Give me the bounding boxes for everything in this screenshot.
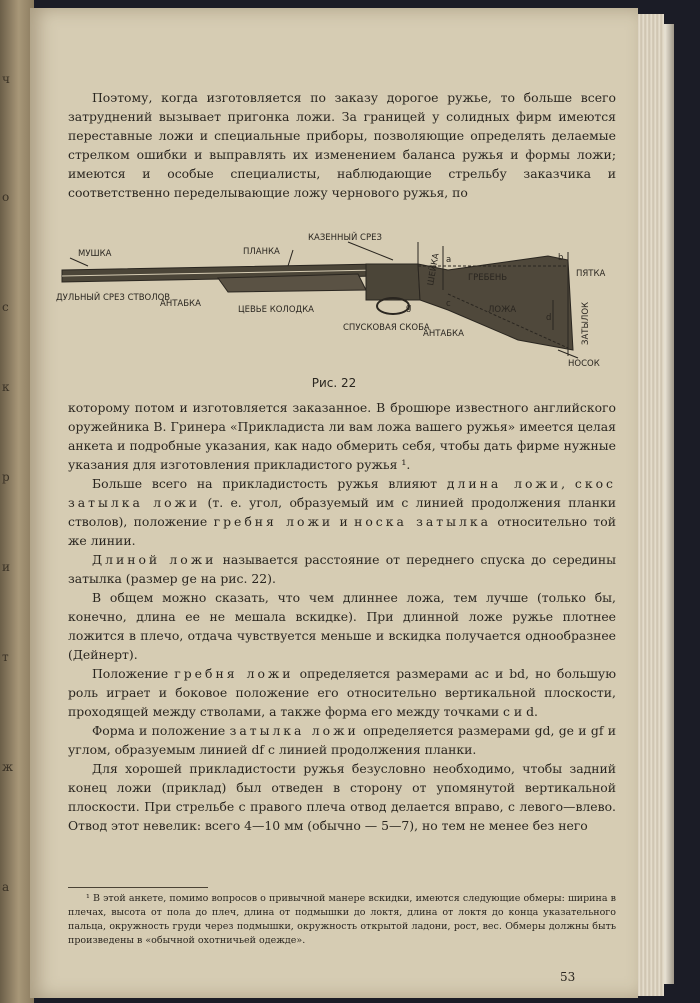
label-antabka: АНТАБКА [160, 299, 201, 309]
point-g: g [406, 303, 412, 313]
point-d: d [546, 313, 552, 323]
point-b: b [558, 253, 564, 263]
page-stack [634, 14, 664, 996]
footnote-rule [68, 887, 208, 888]
label-spuskovaya-skoba: СПУСКОВАЯ СКОБА [343, 323, 430, 333]
paragraph-intro [68, 88, 616, 202]
left-page-fragment: а [2, 880, 10, 894]
page-number: 53 [560, 970, 576, 984]
label-dulny-srez: ДУЛЬНЫЙ СРЕЗ СТВОЛОВ [56, 293, 171, 303]
paragraph: Форма и положение затылка ложи определяется размерами gd, ge и gf и углом, образуемым линией df с линией продолжения планки. [68, 723, 617, 757]
label-antabka-2: АНТАБКА [423, 329, 464, 339]
label-tsevye-kolodka: ЦЕВЬЕ КОЛОДКА [238, 305, 315, 315]
left-page-fragment: т [2, 650, 9, 664]
left-page-fragment: ж [2, 760, 14, 774]
paragraph: Поэтому, когда изготовляется по заказу дорогое ружье, то больше всего затруднений вызывает пригонка ложи. За границей у солидных фирм имеются переставные ложи и специальные приборы, позволяющие определять делаемые стрелком ошибки и выправлять их изменением баланса ружья и формы ложи; имеются и особые специалисты, наблюдающие стрельбу заказчика и соответственно переделывающие ложу чернового ружья, по [68, 90, 616, 200]
paragraph: В общем можно сказать, что чем длиннее ложа, тем лучше (только бы, конечно, длина ее не мешала вскидке). При длинной ложе ружье плотнее ложится в плечо, отдача чувствуется меньше и вскидка получается однообразнее (Дейнерт). [68, 590, 616, 662]
point-a: а [446, 255, 452, 265]
label-mushka: МУШКА [78, 249, 112, 259]
book-page [30, 8, 638, 998]
figure-gun-diagram [48, 230, 623, 380]
figure-caption: Рис. 22 [311, 376, 357, 390]
left-page-fragment: о [2, 190, 10, 204]
paragraph: Больше всего на прикладистость ружья влияют длина ложи, скос затылка ложи (т. е. угол, образуемый им с линией продолжения планки стволов), положение гребня ложи и носка затылка относительно той же линии. [68, 476, 616, 548]
left-page-fragment: с [2, 300, 9, 314]
label-kazenny-srez: КАЗЕННЫЙ СРЕЗ [308, 233, 382, 243]
body-text [68, 398, 616, 835]
footnote [68, 892, 616, 948]
paragraph: которому потом и изготовляется заказанное. В брошюре известного английского оружейника В. Гринера «Прикладиста ли вам ложа вашего ружья» имеется целая анкета и подробные указания, как надо обмерить себя, чтобы дать фирме нужные указания для изготовления прикладистого ружья ¹. [68, 400, 616, 472]
footnote-text: ¹ В этой анкете, помимо вопросов о привычной манере вскидки, имеются следующие обмеры: ширина в плечах, высота от пола до плеч, длина от подмышки до локтя, длина от локтя до конца указательного пальца, окружность груди через подмышки, окружность открытой ладони, рост, вес. Обмеры должны быть произведены в «обычной охотничьей одежде». [68, 893, 616, 946]
left-page-fragment: ч [2, 72, 10, 86]
label-sheyka: ШЕЙКА [426, 252, 442, 287]
paragraph: Положение гребня ложи определяется размерами ac и bd, но большую роль играет и боковое положение его относительно вертикальной плоскости, проходящей между стволами, а также форма его между точками c и d. [68, 666, 617, 719]
label-planka: ПЛАНКА [243, 247, 280, 257]
action [366, 264, 420, 300]
point-c: c [446, 299, 451, 309]
label-lozha: ЛОЖА [488, 305, 517, 315]
paragraph: Для хорошей прикладистости ружья безусловно необходимо, чтобы задний конец ложи (приклад) был отведен в сторону от упомянутой вертикальной плоскости. При стрельбе с правого плеча отвод делается вправо, с левого—влево. Отвод этот невелик: всего 4—10 мм (обычно — 5—7), но тем не менее без него [68, 761, 616, 833]
adjacent-page-edge [0, 0, 34, 1003]
label-greben: ГРЕБЕНЬ [468, 273, 508, 283]
paragraph: Длиной ложи называется расстояние от переднего спуска до середины затылка (размер ge на рис. 22). [68, 552, 617, 586]
label-pyatka: ПЯТКА [576, 269, 606, 279]
label-nosok: НОСОК [568, 359, 600, 369]
left-page-fragment: р [2, 470, 10, 484]
left-page-fragment: и [2, 560, 10, 574]
left-page-fragment: к [2, 380, 10, 394]
label-zatylok: ЗАТЫЛОК [581, 301, 591, 345]
